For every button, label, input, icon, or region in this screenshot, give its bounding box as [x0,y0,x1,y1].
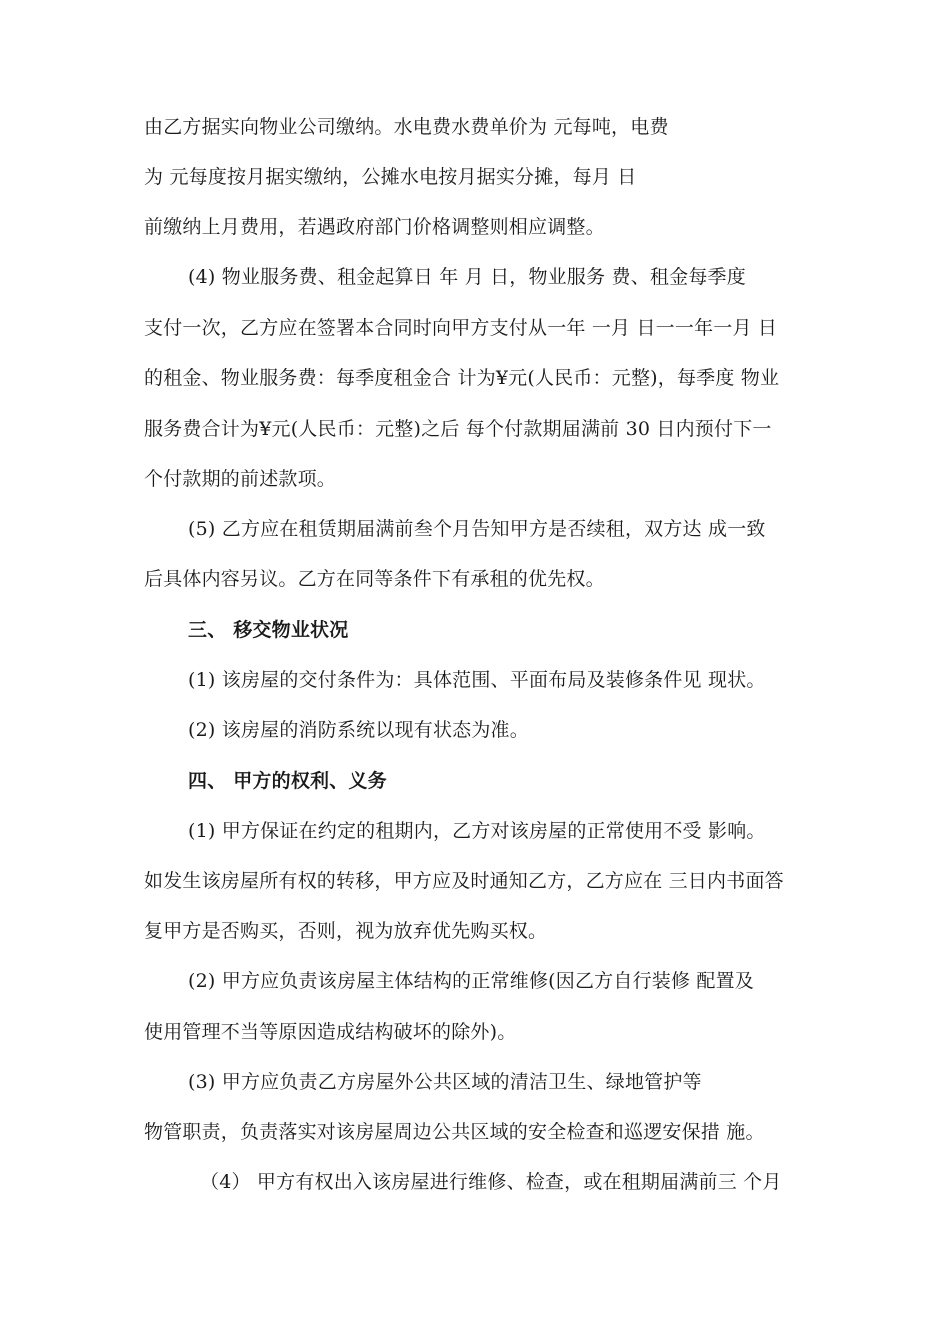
paragraph-line: 服务费合计为¥元(人民币：元整)之后 每个付款期届满前 30 日内预付下一 [144,418,772,440]
section-heading: 四、 甲方的权利、义务 [188,770,387,792]
paragraph-line: 复甲方是否购买，否则，视为放弃优先购买权。 [144,920,548,942]
clause-line: (5) 乙方应在租赁期届满前叁个月告知甲方是否续租，双方达 成一致 [188,518,766,540]
paragraph-line: 后具体内容另议。乙方在同等条件下有承租的优先权。 [144,568,605,590]
paragraph-line: 为 元每度按月据实缴纳，公摊水电按月据实分摊，每月 日 [144,166,637,188]
clause-line: (2) 该房屋的消防系统以现有状态为准。 [188,719,529,741]
paragraph-line: 的租金、物业服务费：每季度租金合 计为¥元(人民币：元整)，每季度 物业 [144,367,780,389]
clause-line: (3) 甲方应负责乙方房屋外公共区域的清洁卫生、绿地管护等 [188,1071,702,1093]
clause-line: (2) 甲方应负责该房屋主体结构的正常维修(因乙方自行装修 配置及 [188,970,755,992]
paragraph-line: 物管职责，负责落实对该房屋周边公共区域的安全检查和巡逻安保措 施。 [144,1121,765,1143]
clause-line: (1) 甲方保证在约定的租期内，乙方对该房屋的正常使用不受 影响。 [188,820,766,842]
paragraph-line: 由乙方据实向物业公司缴纳。水电费水费单价为 元每吨，电费 [144,116,669,138]
clause-line: (1) 该房屋的交付条件为：具体范围、平面布局及装修条件见 现状。 [188,669,766,691]
section-heading: 三、 移交物业状况 [188,619,349,641]
clause-line: (4) 物业服务费、租金起算日 年 月 日，物业服务 费、租金每季度 [188,266,746,288]
clause-line: （4） 甲方有权出入该房屋进行维修、检查，或在租期届满前三 个月 [200,1171,782,1193]
paragraph-line: 使用管理不当等原因造成结构破坏的除外)。 [144,1021,517,1043]
paragraph-line: 个付款期的前述款项。 [144,468,337,490]
paragraph-line: 如发生该房屋所有权的转移，甲方应及时通知乙方，乙方应在 三日内书面答 [144,870,784,892]
paragraph-line: 支付一次，乙方应在签署本合同时向甲方支付从一年 一月 日一一年一月 日 [144,317,778,339]
paragraph-line: 前缴纳上月费用，若遇政府部门价格调整则相应调整。 [144,216,605,238]
